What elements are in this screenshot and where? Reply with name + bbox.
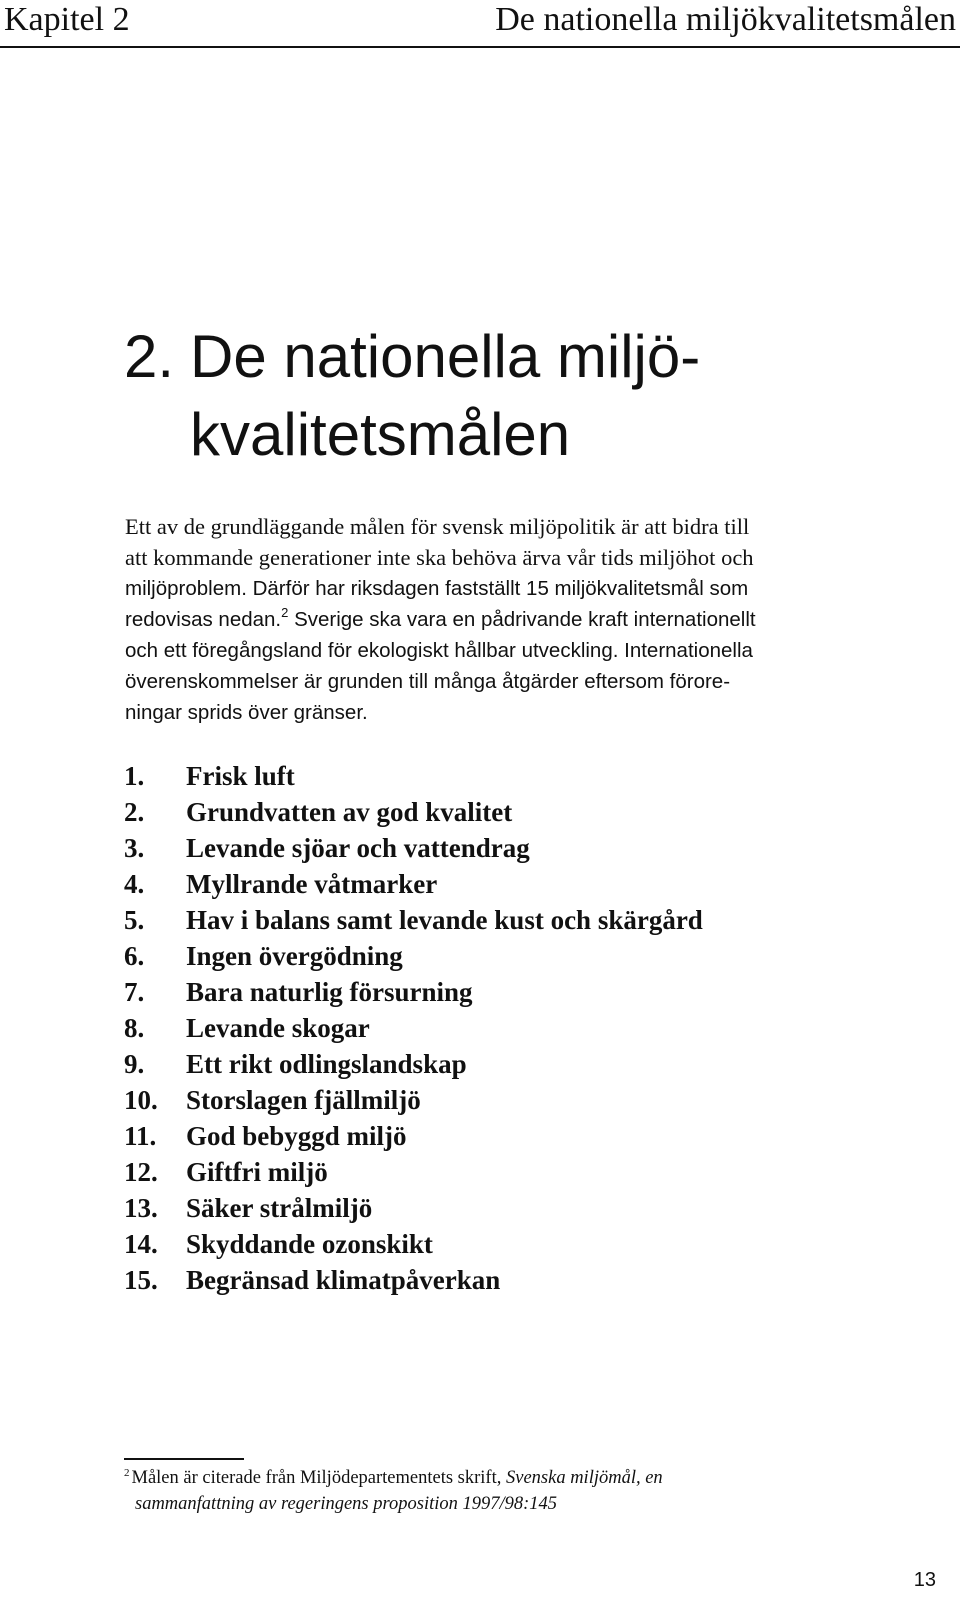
goal-number: 15. (124, 1265, 158, 1295)
goal-number: 10. (124, 1085, 158, 1115)
goal-text: Levande skogar (186, 1013, 370, 1043)
goal-item (124, 1046, 884, 1082)
goal-item (124, 1118, 884, 1154)
goal-text: Grundvatten av god kvalitet (186, 797, 513, 827)
goal-number: 3. (124, 833, 145, 863)
intro-line: Ett av de grundläggande målen för svensk miljöpolitik är att bidra till (125, 514, 750, 539)
chapter-title-line1: De nationella miljö- (190, 323, 701, 390)
goal-number: 6. (124, 941, 145, 971)
footnote (124, 1465, 844, 1517)
goal-text: Levande sjöar och vattendrag (186, 833, 530, 863)
goal-item (124, 1226, 884, 1262)
intro-paragraph (125, 511, 865, 728)
intro-line: att kommande generationer inte ska behöva ärva vår tids miljöhot och (125, 545, 754, 570)
goal-number: 14. (124, 1229, 158, 1259)
goal-text: Skyddande ozonskikt (186, 1229, 433, 1259)
footnote-line (124, 1465, 844, 1491)
goal-number: 1. (124, 761, 145, 791)
footnote-divider (124, 1458, 244, 1460)
goal-item (124, 758, 884, 794)
goal-number: 4. (124, 869, 145, 899)
intro-line: ningar sprids över gränser. (125, 701, 368, 724)
goal-item (124, 902, 884, 938)
goal-number: 5. (124, 905, 145, 935)
goal-item (124, 1010, 884, 1046)
goal-text: Hav i balans samt levande kust och skärgård (186, 905, 703, 935)
goal-item (124, 866, 884, 902)
intro-line-part: redovisas nedan. (125, 608, 282, 631)
intro-line (125, 604, 865, 635)
goal-text: Begränsad klimatpåverkan (186, 1265, 501, 1295)
goal-number: 8. (124, 1013, 145, 1043)
chapter-title (124, 318, 924, 474)
goal-number: 11. (124, 1121, 157, 1151)
goal-text: Storslagen fjällmiljö (186, 1085, 421, 1115)
goal-item (124, 974, 884, 1010)
goal-text: Bara naturlig försurning (186, 977, 473, 1007)
footnote-source-title-cont: sammanfattning av regeringens proposition 1997/98:145 (135, 1494, 558, 1514)
goal-text: Ett rikt odlingslandskap (186, 1049, 467, 1079)
chapter-number: 2. (124, 323, 175, 390)
goal-text: Frisk luft (186, 761, 295, 791)
chapter-title-line2: kvalitetsmålen (190, 401, 571, 468)
goal-item (124, 1262, 884, 1298)
footnote-line (124, 1491, 844, 1517)
goal-text: Giftfri miljö (186, 1157, 328, 1187)
goal-number: 2. (124, 797, 145, 827)
goal-number: 9. (124, 1049, 145, 1079)
intro-line-part: Sverige ska vara en pådrivande kraft internationellt (288, 608, 756, 631)
footnote-reference[interactable]: 2 (281, 605, 289, 620)
goal-number: 12. (124, 1157, 158, 1187)
intro-line: miljöproblem. Därför har riksdagen fastställt 15 miljökvalitetsmål som (125, 577, 749, 600)
footnote-marker: 2 (124, 1467, 130, 1479)
header-chapter-label: Kapitel 2 (4, 1, 130, 38)
footnote-source-title: Svenska miljömål, en (505, 1468, 663, 1488)
goal-item (124, 830, 884, 866)
goal-text: Ingen övergödning (186, 941, 403, 971)
goal-number: 13. (124, 1193, 158, 1223)
goal-item (124, 794, 884, 830)
goal-item (124, 1190, 884, 1226)
goal-item (124, 1082, 884, 1118)
footnote-text: Målen är citerade från Miljödepartementets skrift, (131, 1468, 506, 1488)
goal-item (124, 938, 884, 974)
intro-line: överenskommelser är grunden till många åtgärder eftersom förore- (125, 670, 731, 693)
goal-number: 7. (124, 977, 145, 1007)
goal-text: Myllrande våtmarker (186, 869, 438, 899)
intro-line: och ett föregångsland för ekologiskt hållbar utveckling. Internationella (125, 639, 753, 662)
running-header (0, 0, 960, 48)
goal-text: God bebyggd miljö (186, 1121, 407, 1151)
page-number: 13 (913, 1569, 936, 1591)
environmental-goals-list (124, 758, 884, 1298)
goal-text: Säker strålmiljö (186, 1193, 373, 1223)
goal-item (124, 1154, 884, 1190)
header-chapter-title: De nationella miljökvalitetsmålen (495, 1, 956, 38)
